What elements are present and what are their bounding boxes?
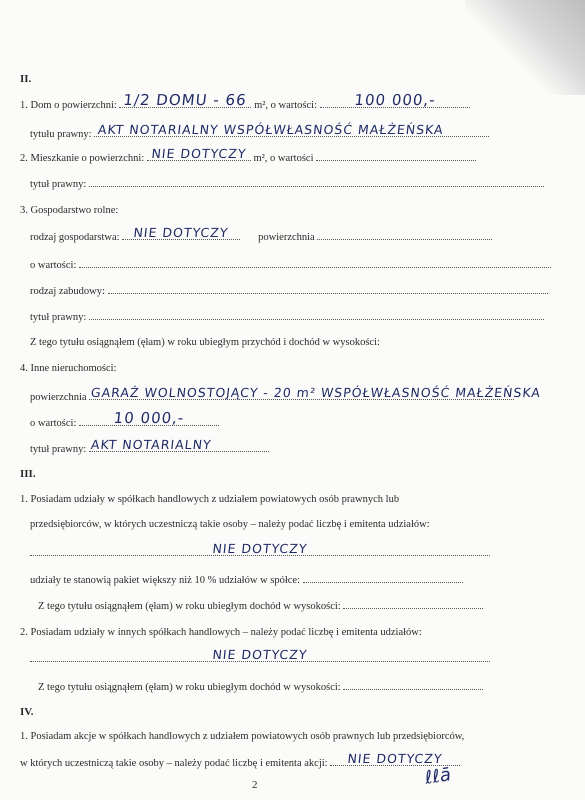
other-title-field bbox=[89, 437, 269, 452]
shares-answer-row bbox=[30, 541, 490, 561]
house-area-value: 1/2 DOMU - 66 bbox=[122, 91, 249, 109]
house-title-value: AKT NOTARIALNY WSPÓŁWŁASNOŚĆ MAŁŻEŃSKA bbox=[97, 122, 445, 137]
farm-buildings-label: rodzaj zabudowy: bbox=[30, 286, 108, 297]
flat-title-label: tytuł prawny: bbox=[30, 179, 89, 190]
section-heading-iii: III. bbox=[20, 468, 36, 480]
other-property-heading: 4. Inne nieruchomości: bbox=[20, 363, 117, 374]
shares-stake-field bbox=[303, 573, 463, 583]
house-value-label: m², o wartości: bbox=[251, 100, 320, 111]
stocks-value: NIE DOTYCZY bbox=[346, 751, 444, 766]
other-title-label: tytuł prawny: bbox=[30, 444, 89, 455]
stocks-label: w których uczestniczą takie osoby – należy podać liczbę i emitenta akcji: bbox=[20, 758, 331, 769]
farm-type-label: rodzaj gospodarstwa: bbox=[30, 232, 123, 243]
farm-type-row bbox=[30, 225, 492, 245]
farm-title-label: tytuł prawny: bbox=[30, 312, 89, 323]
page-number: 2 bbox=[252, 779, 258, 791]
house-area-row bbox=[20, 91, 470, 113]
house-value-value: 100 000,- bbox=[353, 91, 437, 109]
house-area-field bbox=[119, 91, 251, 109]
flat-title-field bbox=[89, 177, 544, 187]
farm-title-field bbox=[89, 310, 544, 320]
farm-title-row bbox=[30, 310, 544, 325]
farm-heading: 3. Gospodarstwo rolne: bbox=[20, 205, 119, 216]
farm-value-label: o wartości: bbox=[30, 260, 79, 271]
farm-area-field bbox=[317, 230, 492, 240]
shares-stake-label: udziały te stanowią pakiet większy niż 10 % udziałów w spółce: bbox=[30, 575, 303, 586]
section-heading-ii: II. bbox=[20, 73, 32, 85]
farm-value-row bbox=[30, 258, 551, 273]
stocks-text-line1: 1. Posiadam akcje w spółkach handlowych z udziałem powiatowych osób prawnych lub przedsiębiorców, bbox=[20, 731, 465, 742]
shares-income-label: Z tego tytułu osiągnąłem (ęłam) w roku ubiegłym dochód w wysokości: bbox=[38, 601, 344, 612]
shares-income-row bbox=[38, 599, 483, 614]
shares-text-line1: 1. Posiadam udziały w spółkach handlowych z udziałem powiatowych osób prawnych lub bbox=[20, 494, 400, 505]
other-shares-income-field bbox=[343, 680, 483, 690]
farm-value-field bbox=[79, 258, 551, 268]
other-shares-answer-row bbox=[30, 647, 490, 667]
house-title-field bbox=[94, 122, 489, 137]
other-value-field bbox=[79, 409, 219, 427]
flat-value-label: m², o wartości bbox=[250, 153, 317, 164]
other-title-row bbox=[30, 437, 269, 457]
shares-answer-value: NIE DOTYCZY bbox=[211, 541, 309, 556]
other-area-field bbox=[89, 385, 542, 400]
signature-mark: ℓℓā bbox=[423, 764, 453, 789]
farm-buildings-field bbox=[108, 284, 548, 294]
farm-type-field bbox=[122, 225, 240, 240]
other-shares-income-row bbox=[38, 680, 483, 695]
shares-income-field bbox=[343, 599, 483, 609]
flat-title-row bbox=[30, 177, 544, 192]
shares-answer-field bbox=[30, 541, 490, 556]
flat-area-value: NIE DOTYCZY bbox=[150, 146, 248, 161]
other-area-row bbox=[30, 385, 542, 405]
other-value-label: o wartości: bbox=[30, 418, 79, 429]
section-heading-iv: IV. bbox=[20, 706, 34, 718]
house-area-label: 1. Dom o powierzchni: bbox=[20, 100, 120, 111]
farm-area-label: powierzchnia bbox=[258, 232, 318, 243]
other-shares-answer-value: NIE DOTYCZY bbox=[211, 647, 309, 662]
other-value-value: 10 000,- bbox=[112, 409, 186, 427]
shares-stake-row bbox=[30, 573, 463, 588]
other-shares-income-label: Z tego tytułu osiągnąłem (ęłam) w roku ubiegłym dochód w wysokości: bbox=[38, 682, 344, 693]
flat-area-label: 2. Mieszkanie o powierzchni: bbox=[20, 153, 147, 164]
other-value-row bbox=[30, 409, 219, 431]
farm-type-value: NIE DOTYCZY bbox=[132, 225, 230, 240]
shares-text-line2: przedsiębiorców, w których uczestniczą takie osoby – należy podać liczbę i emitenta udziałów: bbox=[30, 519, 430, 530]
farm-income-text: Z tego tytułu osiągnąłem (ęłam) w roku ubiegłym przychód i dochód w wysokości: bbox=[30, 337, 380, 348]
house-value-field bbox=[320, 91, 470, 109]
flat-value-field bbox=[316, 151, 476, 161]
house-title-row bbox=[30, 122, 489, 142]
other-shares-answer-field bbox=[30, 647, 490, 662]
other-area-value: GARAŻ WOLNOSTOJĄCY - 20 m² WSPÓŁWŁASNOŚĆ MAŁŻEŃSKA bbox=[90, 385, 542, 400]
flat-area-row bbox=[20, 146, 476, 166]
flat-area-field bbox=[147, 146, 251, 161]
other-title-value: AKT NOTARIALNY bbox=[90, 437, 213, 452]
farm-buildings-row bbox=[30, 284, 548, 299]
stocks-row bbox=[20, 751, 460, 771]
page-corner-fold bbox=[465, 0, 585, 95]
other-area-label: powierzchnia bbox=[30, 392, 90, 403]
other-shares-text: 2. Posiadam udziały w innych spółkach handlowych – należy podać liczbę i emitenta udziałów: bbox=[20, 627, 422, 638]
house-title-label: tytułu prawny: bbox=[30, 129, 95, 140]
